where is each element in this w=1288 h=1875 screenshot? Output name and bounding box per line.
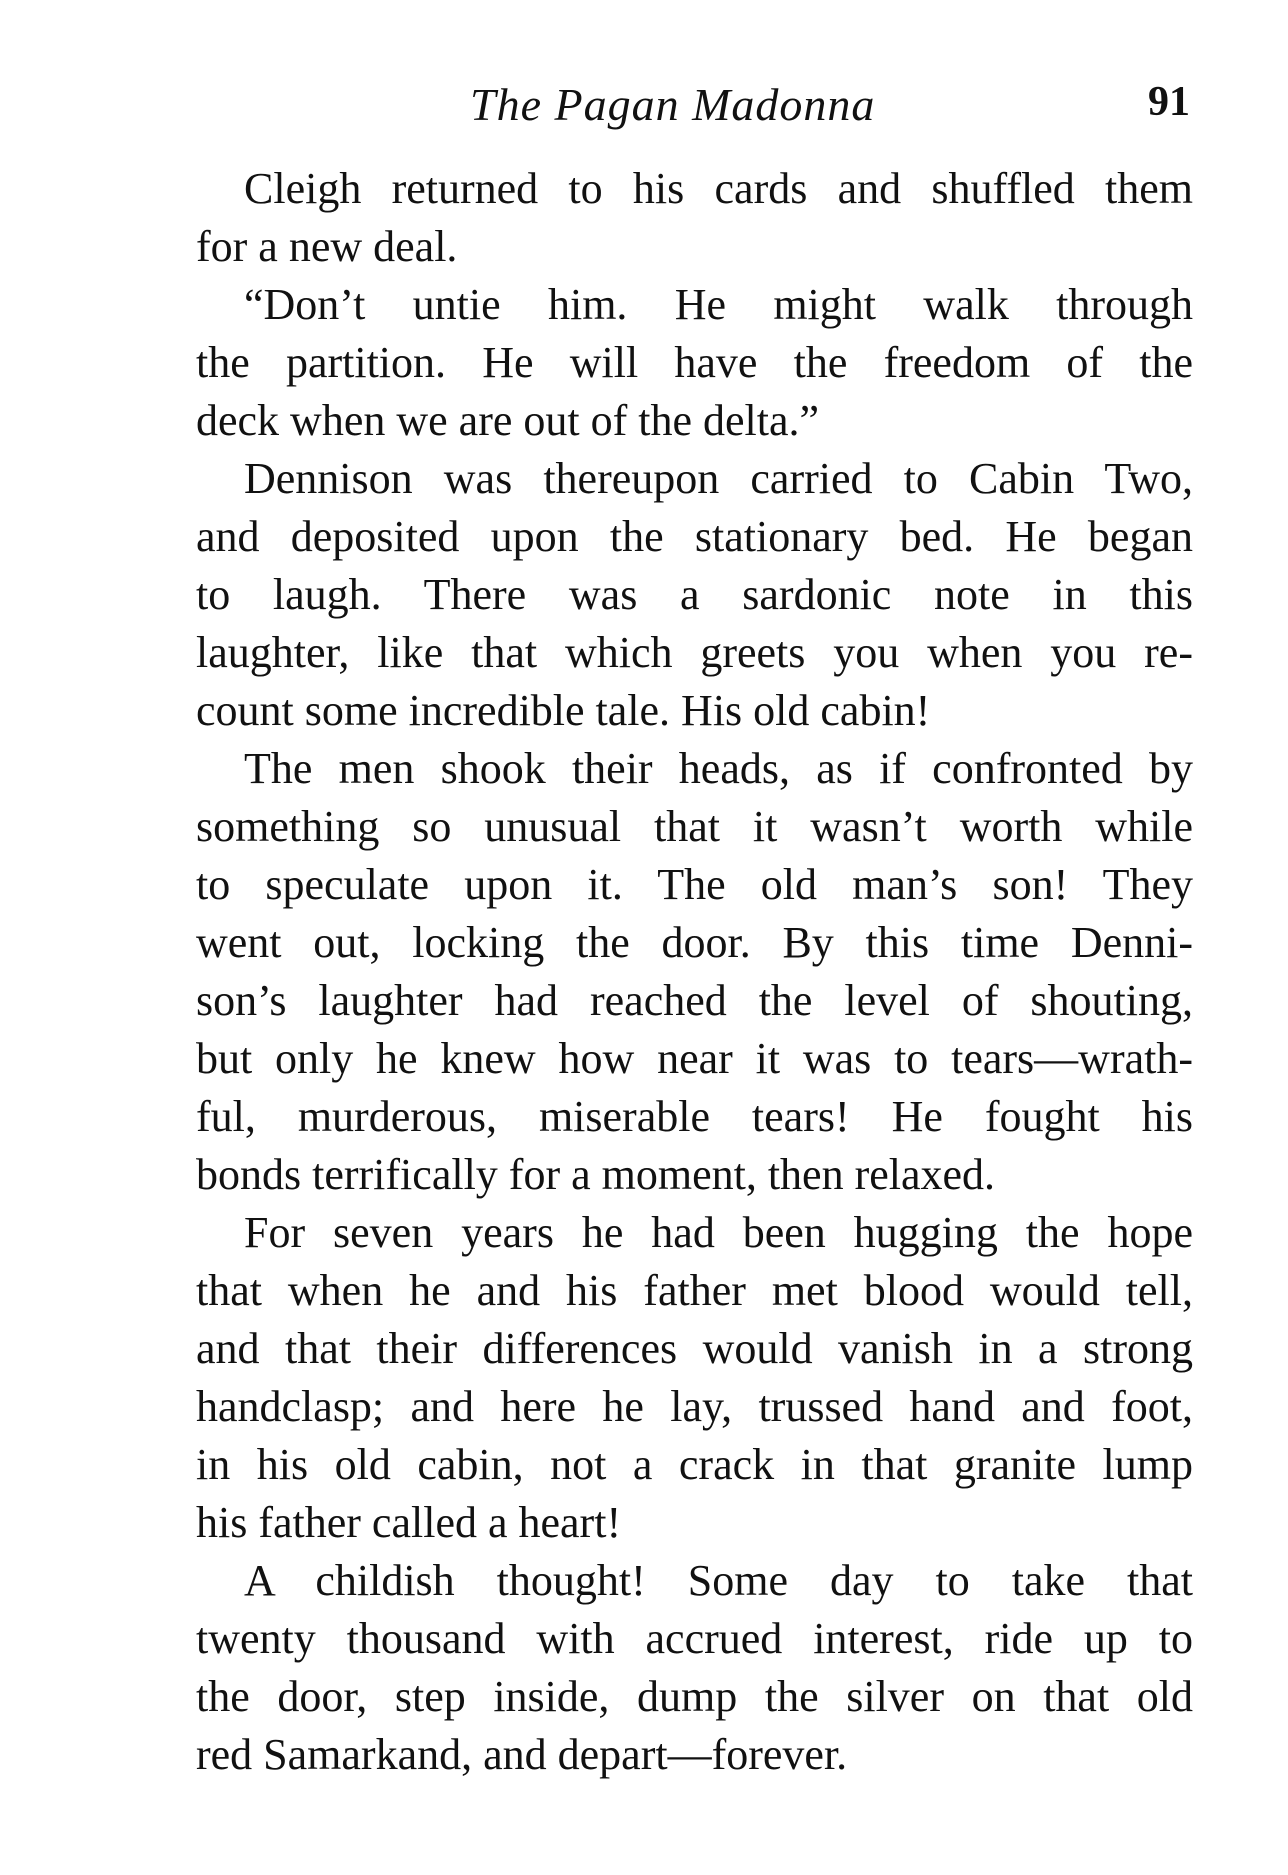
text-line: but only he knew how near it was to tears—wrath- [196, 1034, 1193, 1083]
text-line: to laugh. There was a sardonic note in this [196, 570, 1193, 619]
text-line: For seven years he had been hugging the hope [244, 1208, 1193, 1257]
text-line: his father called a heart! [196, 1498, 622, 1547]
text-line: laughter, like that which greets you when you re- [196, 628, 1193, 677]
text-line: in his old cabin, not a crack in that granite lump [196, 1440, 1193, 1489]
text-line: to speculate upon it. The old man’s son! They [196, 860, 1193, 909]
text-line: count some incredible tale. His old cabin! [196, 686, 931, 735]
text-line: the door, step inside, dump the silver on that old [196, 1672, 1193, 1721]
text-line: and that their differences would vanish in a strong [196, 1324, 1193, 1373]
text-line: twenty thousand with accrued interest, ride up to [196, 1614, 1193, 1663]
text-line: handclasp; and here he lay, trussed hand and foot, [196, 1382, 1193, 1431]
text-line: and deposited upon the stationary bed. He began [196, 512, 1193, 561]
text-line: went out, locking the door. By this time Denni- [196, 918, 1193, 967]
text-line: son’s laughter had reached the level of shouting, [196, 976, 1193, 1025]
text-line: something so unusual that it wasn’t worth while [196, 802, 1193, 851]
text-line: the partition. He will have the freedom of the [196, 338, 1193, 387]
running-head [470, 78, 1190, 138]
text-line: for a new deal. [196, 222, 458, 271]
text-line: deck when we are out of the delta.” [196, 396, 820, 445]
text-line: Dennison was thereupon carried to Cabin Two, [244, 454, 1193, 503]
text-line: bonds terrifically for a moment, then relaxed. [196, 1150, 996, 1199]
text-line: that when he and his father met blood would tell, [196, 1266, 1193, 1315]
text-line: ful, murderous, miserable tears! He fought his [196, 1092, 1193, 1141]
text-line: Cleigh returned to his cards and shuffled them [244, 164, 1193, 213]
text-line: The men shook their heads, as if confronted by [244, 744, 1193, 793]
text-line: A childish thought! Some day to take that [244, 1556, 1193, 1605]
body-text [196, 160, 1193, 1784]
text-line: red Samarkand, and depart—forever. [196, 1730, 848, 1779]
text-line: “Don’t untie him. He might walk through [244, 280, 1193, 329]
page-number: 91 [1148, 79, 1190, 125]
running-title: The Pagan Madonna [470, 79, 876, 130]
